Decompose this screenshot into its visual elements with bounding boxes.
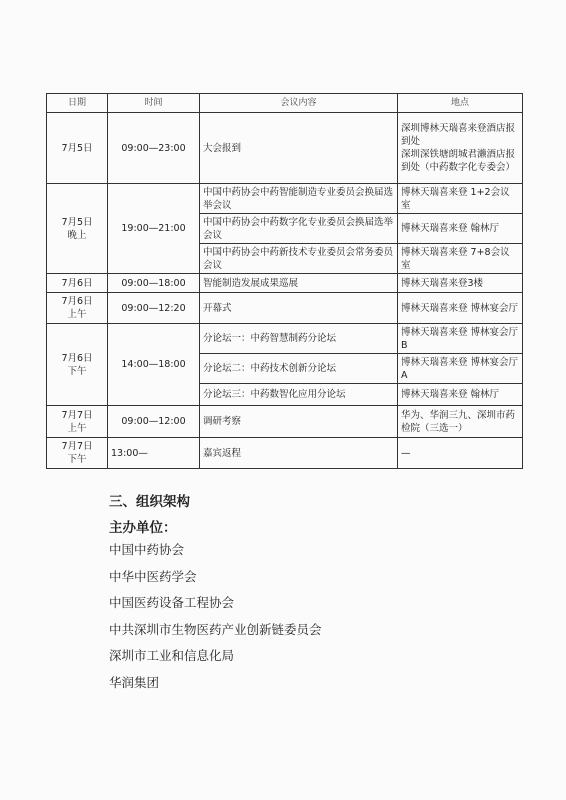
place-cell: — [398, 438, 523, 469]
place-cell: 博林天瑞喜来登 7+8会议室 [398, 244, 523, 274]
table-row [47, 324, 523, 354]
time-cell: 13:00— [108, 438, 200, 469]
table-row [47, 274, 523, 293]
content-cell: 分论坛一：中药智慧制药分论坛 [200, 324, 398, 354]
date-cell: 7月5日 晚上 [47, 184, 108, 274]
place-cell: 深圳博林天瑞喜来登酒店报到处 深圳深铁塘朗城君濑酒店报到处（中药数字化专委会） [398, 113, 523, 184]
place-cell: 博林天瑞喜来登 1+2会议室 [398, 184, 523, 214]
header-content: 会议内容 [200, 94, 398, 113]
host-item: 中国中药协会 [109, 542, 185, 557]
place-cell: 华为、华润三九、深圳市药检院（三选一） [398, 406, 523, 438]
host-item: 华润集团 [109, 674, 160, 690]
date-cell: 7月5日 [47, 113, 108, 184]
time-cell: 09:00—18:00 [108, 274, 200, 293]
content-cell: 大会报到 [200, 113, 398, 184]
host-list [109, 541, 322, 701]
header-time: 时间 [108, 94, 200, 113]
table-row [47, 406, 523, 438]
table-row [47, 184, 523, 214]
place-cell: 博林天瑞喜来登 翰林厅 [398, 384, 523, 406]
content-cell: 分论坛三：中药数智化应用分论坛 [200, 384, 398, 406]
place-cell: 博林天瑞喜来登 博林宴会厅A [398, 354, 523, 384]
date-cell: 7月6日 [47, 274, 108, 293]
content-cell: 中国中药协会中药数字化专业委员会换届选举会议 [200, 214, 398, 244]
place-cell: 博林天瑞喜来登 博林宴会厅 [398, 293, 523, 324]
table-row [47, 293, 523, 324]
table-row [47, 438, 523, 469]
time-cell: 09:00—12:00 [108, 406, 200, 438]
content-cell: 智能制造发展成果巡展 [200, 274, 398, 293]
host-item: 中共深圳市生物医药产业创新链委员会 [109, 621, 322, 637]
content-cell: 嘉宾返程 [200, 438, 398, 469]
time-cell: 09:00—12:20 [108, 293, 200, 324]
time-cell: 14:00—18:00 [108, 324, 200, 406]
table-row [47, 113, 523, 184]
section-title: 三、组织架构 [109, 494, 190, 510]
host-item: 深圳市工业和信息化局 [109, 648, 235, 664]
place-cell: 博林天瑞喜来登3楼 [398, 274, 523, 293]
table-header-row [47, 94, 523, 113]
schedule-table [46, 93, 523, 469]
content-cell: 中国中药协会中药智能制造专业委员会换届选举会议 [200, 184, 398, 214]
date-cell: 7月7日 下午 [47, 438, 108, 469]
content-cell: 中国中药协会中药新技术专业委员会常务委员会议 [200, 244, 398, 274]
content-cell: 调研考察 [200, 406, 398, 438]
content-cell: 开幕式 [200, 293, 398, 324]
time-cell: 19:00—21:00 [108, 184, 200, 274]
time-cell: 09:00—23:00 [108, 113, 200, 184]
place-cell: 博林天瑞喜来登 翰林厅 [398, 214, 523, 244]
header-place: 地点 [398, 94, 523, 113]
date-cell: 7月6日 上午 [47, 293, 108, 324]
host-label: 主办单位： [109, 520, 177, 536]
date-cell: 7月6日 下午 [47, 324, 108, 406]
content-cell: 分论坛二：中药技术创新分论坛 [200, 354, 398, 384]
place-cell: 博林天瑞喜来登 博林宴会厅B [398, 324, 523, 354]
date-cell: 7月7日 上午 [47, 406, 108, 438]
host-item: 中国医药设备工程协会 [109, 595, 235, 611]
host-item: 中华中医药学会 [109, 568, 197, 584]
header-date: 日期 [47, 94, 108, 113]
